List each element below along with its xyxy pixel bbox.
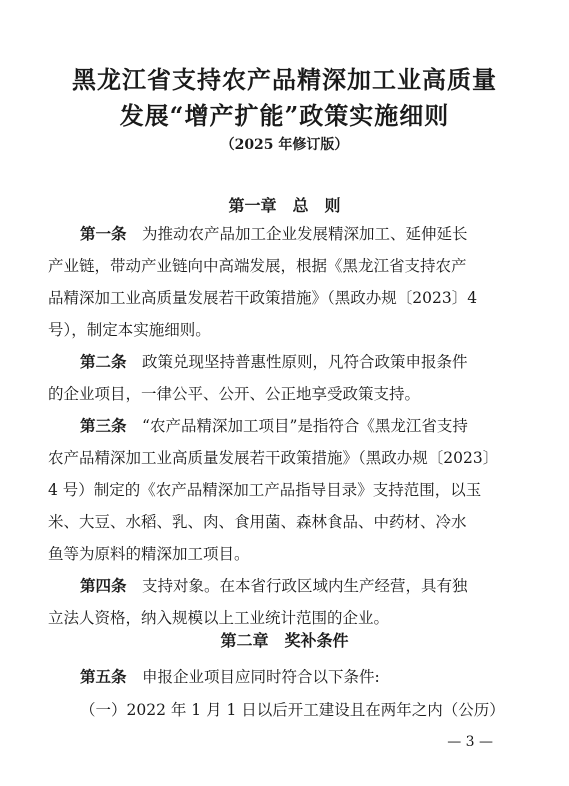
article-1-line-2: 产业链，带动产业链向中高端发展，根据《黑龙江省支持农产 [48, 257, 467, 275]
article-3-line-1 [80, 416, 520, 436]
article-4-line-2: 立法人资格，纳入规模以上工业统计范围的企业。 [48, 609, 390, 627]
article-1-label: 第一条 [80, 224, 127, 243]
article-3-line-5: 鱼等为原料的精深加工项目。 [48, 545, 250, 563]
chapter-1-heading: 第一章 总 则 [228, 196, 341, 215]
article-5-text: 申报企业项目应同时符合以下条件: [142, 668, 380, 686]
article-4-line-1 [80, 576, 520, 596]
article-3-text: “农产品精深加工项目”是指符合《黑龙江省支持 [142, 417, 468, 435]
article-1-line-3: 品精深加工业高质量发展若干政策措施》（黑政办规〔2023〕4 [48, 289, 478, 307]
article-2-line-1 [80, 352, 520, 372]
article-3-line-2: 农产品精深加工业高质量发展若干政策措施》（黑政办规〔2023〕 [48, 449, 499, 467]
article-5-label: 第五条 [80, 667, 127, 686]
article-4-text: 支持对象。在本省行政区域内生产经营，具有独 [142, 577, 468, 595]
article-2-text: 政策兑现坚持普惠性原则，凡符合政策申报条件 [142, 353, 468, 371]
article-2-label: 第二条 [80, 352, 127, 371]
article-3-line-3: 4 号）制定的《农产品精深加工产品指导目录》支持范围，以玉 [48, 481, 482, 499]
article-1-line-4: 号），制定本实施细则。 [48, 321, 211, 339]
article-5-line-1 [80, 667, 520, 687]
article-2-line-2: 的企业项目，一律公平、公开、公正地享受政策支持。 [48, 385, 421, 403]
article-3-line-4: 米、大豆、水稻、乳、肉、食用菌、森林食品、中药材、冷水 [48, 513, 467, 531]
article-1-line-1 [80, 224, 520, 244]
document-title-line-2: 发展“增产扩能”政策实施细则 [119, 101, 450, 130]
chapter-2-heading: 第二章 奖补条件 [220, 631, 349, 650]
page-number: — 3 — [447, 734, 493, 750]
article-1-text: 为推动农产品加工企业发展精深加工、延伸延长 [142, 225, 468, 243]
item-1-line-1: （一）2022 年 1 月 1 日以后开工建设且在两年之内（公历） [80, 701, 505, 719]
edition-label: （2025 年修订版） [220, 137, 349, 153]
article-3-label: 第三条 [80, 416, 127, 435]
article-4-label: 第四条 [80, 576, 127, 595]
document-title-line-1: 黑龙江省支持农产品精深加工业高质量 [72, 65, 497, 94]
